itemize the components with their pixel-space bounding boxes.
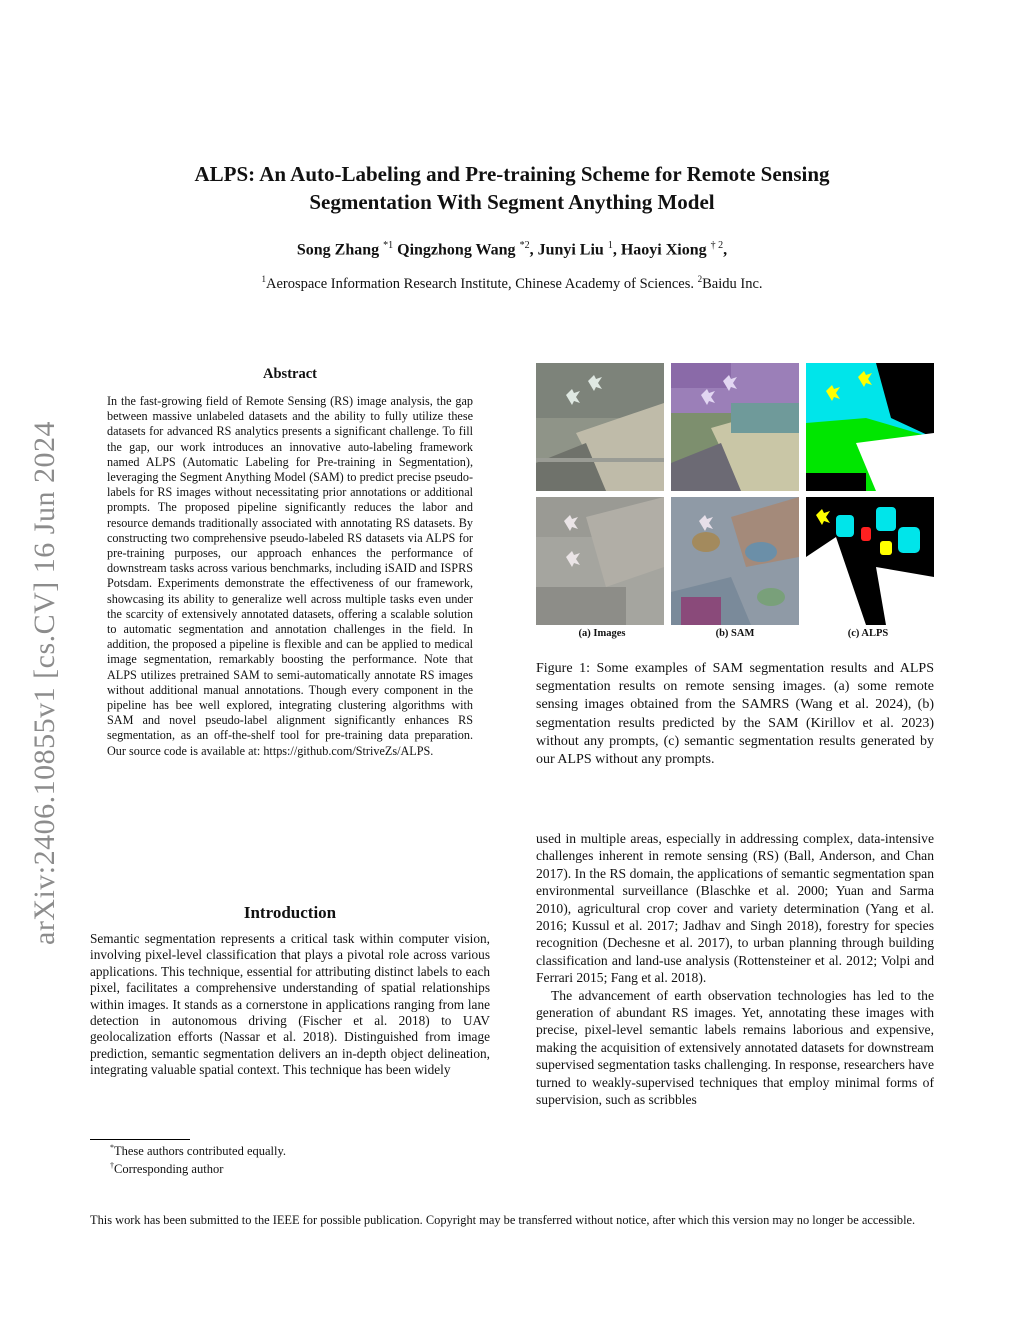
- subfigure-label-a: (a) Images: [578, 628, 626, 639]
- paragraph: used in multiple areas, especially in addressing complex, data-intensive challenges inherent in remote sensing (RS) (Ball, Anderson, and Chan 2017). In the RS domain, the applications of semantic segmentation span environmental surveillance (Blaschke et al. 2000; Yuan and Sarma 2010), agricultural crop cover and variety determination (Yang et al. 2016; Kussul et al. 2017; Jadhav and Singh 2018), forestry for species recognition (Dechesne et al. 2017), to urban planning through building classification and land-use analysis (Rottensteiner et al. 2012; Volpi and Ferrari 2015; Fang et al. 2018).: [536, 831, 934, 986]
- title-line-1: ALPS: An Auto-Labeling and Pre-training Scheme for Remote Sensing: [194, 162, 830, 186]
- figure-1: [536, 363, 934, 625]
- footnote-1: [110, 1143, 286, 1159]
- footnote-text: These authors contributed equally.: [114, 1144, 287, 1159]
- footer-notice: This work has been submitted to the IEEE for possible publication. Copyright may be transferred without notice, after which this version may no longer be accessible.: [90, 1213, 916, 1227]
- abstract-text: In the fast-growing field of Remote Sensing (RS) image analysis, the gap between massive unlabeled datasets and the ability to fully utilize these datasets for advanced RS analytics presents a significant challenge. To fill the gap, our work introduces an innovative auto-labeling framework named ALPS (Automatic Labeling for Pre-training in Segmentation), leveraging the Segment Anything Model (SAM) to predict precise pseudo-labels for RS images without necessitating prior annotations or additional prompts. The proposed pipeline significantly reduces the labor and resource demands traditionally associated with annotating RS datasets. By constructing two comprehensive pseudo-labeled RS datasets via ALPS for pre-training purposes, our approach enhances the performance of downstream tasks across various benchmarks, including iSAID and ISPRS Potsdam. Experiments demonstrate the effectiveness of our framework, showcasing its ability to generalize well across multiple tasks even under the scarcity of extensively annotated datasets, offering a scalable solution to automatic segmentation and annotation challenges in the field. In addition, the proposed a pipeline is flexible and can be applied to medical image segmentation, remarkably boosting the performance. Note that ALPS utilizes pretrained SAM to semi-automatically annotate RS images without additional manual annotations. Though every component in the pipeline has bee well explored, integrating clustering algorithms with SAM and novel pseudo-label alignment significantly enhances RS segmentation, as an off-the-shelf tool for pre-training data preparation. Our source code is available at: https://github.com/StriveZs/ALPS.: [107, 394, 473, 758]
- alps-result-1: [806, 363, 934, 491]
- author-mark: † 2: [710, 240, 724, 251]
- sam-result-1: [671, 363, 799, 491]
- rs-image-airport-2: [536, 497, 664, 625]
- introduction-heading: Introduction: [243, 903, 337, 922]
- footnote-divider: [90, 1139, 190, 1140]
- paper-title: [0, 160, 1024, 216]
- author-mark: *2: [519, 240, 530, 251]
- footnote-mark: *: [110, 1143, 114, 1152]
- paragraph: The advancement of earth observation technologies has led to the generation of abundant RS images. Yet, annotating these images with precise, pixel-level semantic labels remains laborious and expensive, making the acquisition of extensively annotated datasets for downstream supervised segmentation tasks challenging. In response, researchers have turned to weakly-supervised techniques that employ minimal forms of supervision, such as scribbles: [536, 987, 934, 1108]
- footnote-2: [110, 1161, 223, 1177]
- arxiv-identifier: arXiv:2406.10855v1 [cs.CV] 16 Jun 2024: [28, 421, 61, 945]
- affiliation-1: Aerospace Information Research Institute, Chinese Academy of Sciences.: [265, 275, 694, 292]
- affiliations: [0, 274, 1024, 293]
- alps-result-2: [806, 497, 934, 625]
- affiliation-mark: 2: [697, 274, 703, 284]
- author-name: Haoyi Xiong: [620, 241, 707, 259]
- affiliation-2: Baidu Inc.: [702, 275, 763, 292]
- rs-image-airport-1: [536, 363, 664, 491]
- title-line-2: Segmentation With Segment Anything Model: [309, 190, 715, 214]
- subfigure-label-b: (b) SAM: [715, 628, 755, 639]
- abstract-heading: Abstract: [263, 366, 317, 382]
- author-mark: 1: [607, 240, 613, 251]
- affiliation-mark: 1: [261, 274, 266, 284]
- author-mark: *1: [383, 240, 394, 251]
- introduction-text: Semantic segmentation represents a critical task within computer vision, involving pixel-level classification that plays a pivotal role across various applications. This technique, essential for attributing distinct labels to each pixel, facilitates a comprehensive understanding of spatial relationships within images. It stands as a cornerstone in applications ranging from lane detection in autonomous driving (Fischer et al. 2018) to UAV geolocalization efforts (Nassar et al. 2018). Distinguished from image prediction, semantic segmentation delivers an in-depth object delineation, integrating valuable spatial context. This technique has been widely: [90, 931, 490, 1078]
- figure-caption: Figure 1: Some examples of SAM segmentation results and ALPS segmentation results on remote sensing images. (a) some remote sensing images obtained from the SAMRS (Wang et al. 2024), (b) segmentation results predicted by the SAM (Kirillov et al. 2023) without any prompts, (c) semantic segmentation results generated by our ALPS without any prompts.: [536, 661, 934, 768]
- author-list: Song Zhang $^{*1}$ Qingzhong Wang $^{*2}$, Junyi Liu $^1$, Haoyi Xiong $^{\dagger 2}$,: [296, 240, 728, 259]
- footnote-text: Corresponding author: [114, 1162, 224, 1177]
- subfigure-label-c: (c) ALPS: [847, 628, 889, 639]
- right-column-text: [536, 830, 934, 1109]
- author-name: Qingzhong Wang: [397, 241, 516, 259]
- author-name: Junyi Liu: [537, 241, 604, 259]
- footnote-mark: †: [110, 1161, 114, 1170]
- author-name: Song Zhang: [296, 241, 380, 259]
- sam-result-2: [671, 497, 799, 625]
